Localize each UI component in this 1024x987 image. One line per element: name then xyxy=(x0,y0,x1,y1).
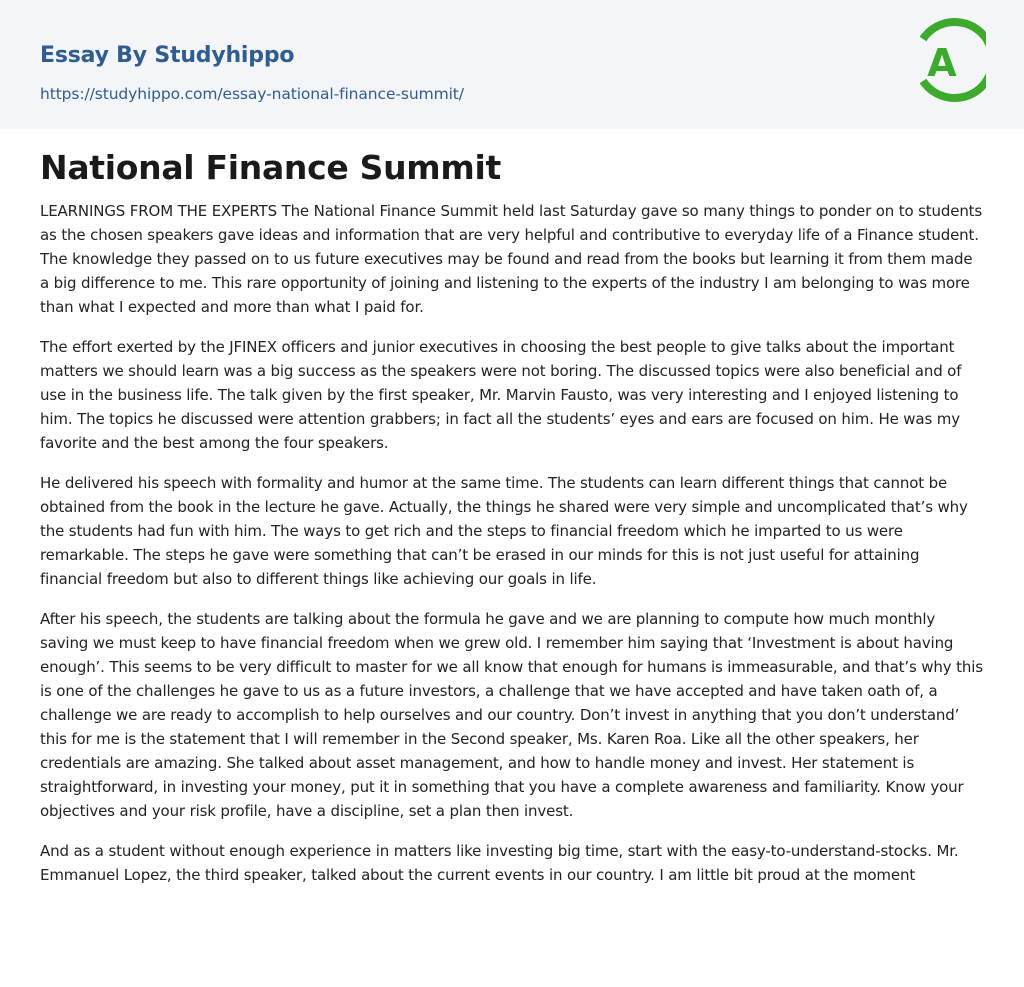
site-header xyxy=(0,0,1024,129)
essay-paragraph-2: The effort exerted by the JFINEX officers and junior executives in choosing the best people to give talks about the important matters we should learn was a big success as the speakers were not boring. The discussed topics were also beneficial and of use in the business life. The talk given by the first speaker, Mr. Marvin Fausto, was very interesting and I enjoyed listening to him. The topics he discussed were attention grabbers; in fact all the students’ eyes and ears are focused on him. He was my favorite and the best among the four speakers. xyxy=(40,338,962,452)
essay-paragraph-4: After his speech, the students are talking about the formula he gave and we are planning to compute how much monthly saving we must keep to have financial freedom when we grew old. I remember him saying that ‘Investment is about having enough’. This seems to be very difficult to master for we all know that enough for humans is immeasurable, and that’s why this is one of the challenges he gave to us as a future investors, a challenge that we have accepted and have taken oath of, a challenge we are ready to accomplish to help ourselves and our country. Don’t invest in anything that you don’t understand’ this for me is the statement that I will remember in the Second speaker, Ms. Karen Roa. Like all the other speakers, her credentials are amazing. She talked about asset management, and how to handle money and invest. Her statement is straightforward, in investing your money, put it in something that you have a complete awareness and familiarity. Know your objectives and your risk profile, have a discipline, set a plan then invest. xyxy=(40,610,983,820)
essay-paragraph-5: And as a student without enough experience in matters like investing big time, start with the easy-to-understand-stocks. Mr. Emmanuel Lopez, the third speaker, talked about the current events in our country. I am little bit proud at the moment xyxy=(40,842,959,884)
page-title: National Finance Summit xyxy=(40,148,501,187)
essay-paragraph-3: He delivered his speech with formality and humor at the same time. The students can learn different things that cannot be obtained from the book in the lecture he gave. Actually, the things he shared were very simple and uncomplicated that’s why the students had fun with him. The ways to get rich and the steps to financial freedom which he imparted to us were remarkable. The steps he gave were something that can’t be erased in our minds for this is not just useful for attaining financial freedom but also to different things like achieving our goals in life. xyxy=(40,474,968,588)
essay-content xyxy=(0,129,1024,887)
essay-url-link[interactable]: https://studyhippo.com/essay-national-finance-summit/ xyxy=(40,85,464,103)
essay-paragraph-1: LEARNINGS FROM THE EXPERTS The National Finance Summit held last Saturday gave so many things to ponder on to students as the chosen speakers gave ideas and information that are very helpful and contributive to everyday life of a Finance student. The knowledge they passed on to us future executives may be found and read from the books but learning it from them made a big difference to me. This rare opportunity of joining and listening to the experts of the industry I am belonging to was more than what I expected and more than what I paid for. xyxy=(40,202,983,316)
studyhippo-logo-icon[interactable] xyxy=(914,18,986,104)
logo-letter: A xyxy=(927,41,957,85)
brand-title[interactable]: Essay By Studyhippo xyxy=(40,43,295,68)
